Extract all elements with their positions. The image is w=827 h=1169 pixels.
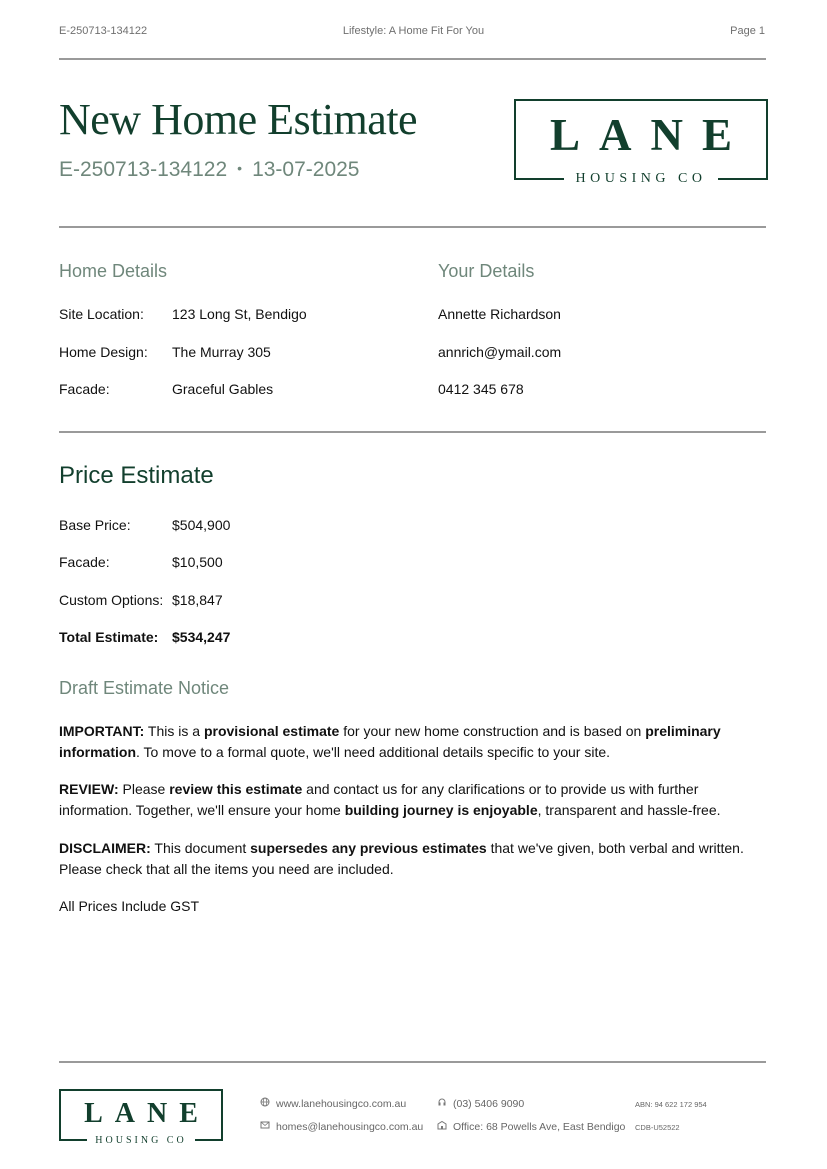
- subtitle-separator: •: [237, 160, 243, 176]
- home-design-label: Home Design:: [59, 344, 148, 360]
- footer-office: [436, 1120, 625, 1133]
- footer-website[interactable]: [259, 1097, 406, 1110]
- logo-wordmark: LANE: [549, 110, 752, 160]
- footer-logo-wordmark: LANE: [84, 1098, 210, 1129]
- logo-tagline: HOUSING CO: [516, 171, 766, 187]
- review-paragraph: REVIEW: Please review this estimate and contact us for any clarifications or to provide us with further information. Together, we'll ensure your home building journey is enjoyable, transparent and hassle-free.: [59, 781, 721, 818]
- globe-icon: [259, 1097, 271, 1110]
- facade-price-value: $10,500: [172, 554, 223, 570]
- your-details-heading: Your Details: [438, 261, 535, 281]
- total-estimate-label: Total Estimate:: [59, 629, 159, 645]
- base-price-label: Base Price:: [59, 517, 131, 533]
- important-paragraph: IMPORTANT: This is a provisional estimate for your new home construction and is based on preliminary information. To move to a formal quote, we'll need additional details specific to your site.: [59, 723, 721, 760]
- footer-logo-tagline: HOUSING CO: [61, 1135, 221, 1146]
- facade-label: Facade:: [59, 381, 110, 397]
- website-link[interactable]: www.lanehousingco.com.au: [276, 1098, 407, 1110]
- site-location-value: 123 Long St, Bendigo: [172, 306, 307, 322]
- envelope-icon: [259, 1120, 271, 1133]
- headset-icon: [436, 1097, 448, 1110]
- footer-divider: [59, 1061, 766, 1063]
- facade-value: Graceful Gables: [172, 381, 274, 397]
- customer-phone: 0412 345 678: [438, 381, 524, 397]
- disclaimer-paragraph: DISCLAIMER: This document supersedes any previous estimates that we've given, both verbal and written. Please check that all the items you need are included.: [59, 840, 744, 877]
- home-design-value: The Murray 305: [172, 344, 271, 360]
- home-details-heading: Home Details: [59, 261, 168, 281]
- office-address: Office: 68 Powells Ave, East Bendigo: [453, 1121, 626, 1133]
- estimate-subtitle: [59, 158, 359, 182]
- base-price-value: $504,900: [172, 517, 231, 533]
- header-estimate-id: E-250713-134122: [59, 25, 148, 37]
- customer-name: Annette Richardson: [438, 306, 561, 322]
- footer-abn: ABN: 94 622 172 954: [635, 1100, 707, 1109]
- customer-email: annrich@ymail.com: [438, 344, 562, 360]
- gst-note: All Prices Include GST: [59, 898, 200, 914]
- footer-email[interactable]: [259, 1120, 423, 1133]
- email-link[interactable]: homes@lanehousingco.com.au: [276, 1121, 424, 1133]
- page-title: New Home Estimate: [59, 95, 418, 144]
- custom-options-label: Custom Options:: [59, 592, 164, 608]
- total-estimate-value: $534,247: [172, 629, 231, 645]
- custom-options-value: $18,847: [172, 592, 223, 608]
- phone-link[interactable]: (03) 5406 9090: [453, 1098, 525, 1110]
- subtitle-date: 13-07-2025: [252, 158, 360, 181]
- facade-price-label: Facade:: [59, 554, 110, 570]
- section-divider-top: [59, 226, 766, 228]
- footer-logo: [59, 1089, 223, 1146]
- site-location-label: Site Location:: [59, 306, 144, 322]
- company-logo: [514, 99, 768, 186]
- header-page-number: Page 1: [730, 25, 765, 37]
- building-icon: [436, 1120, 448, 1133]
- header-divider: [59, 58, 766, 60]
- footer-phone[interactable]: [436, 1097, 524, 1110]
- header-lifestyle: Lifestyle: A Home Fit For You: [342, 25, 485, 37]
- subtitle-estimate-id: E-250713-134122: [59, 158, 228, 181]
- draft-notice-heading: Draft Estimate Notice: [59, 678, 230, 698]
- section-divider-middle: [59, 431, 766, 433]
- footer-cdb: CDB-U52522: [635, 1123, 680, 1132]
- price-estimate-heading: Price Estimate: [59, 462, 214, 489]
